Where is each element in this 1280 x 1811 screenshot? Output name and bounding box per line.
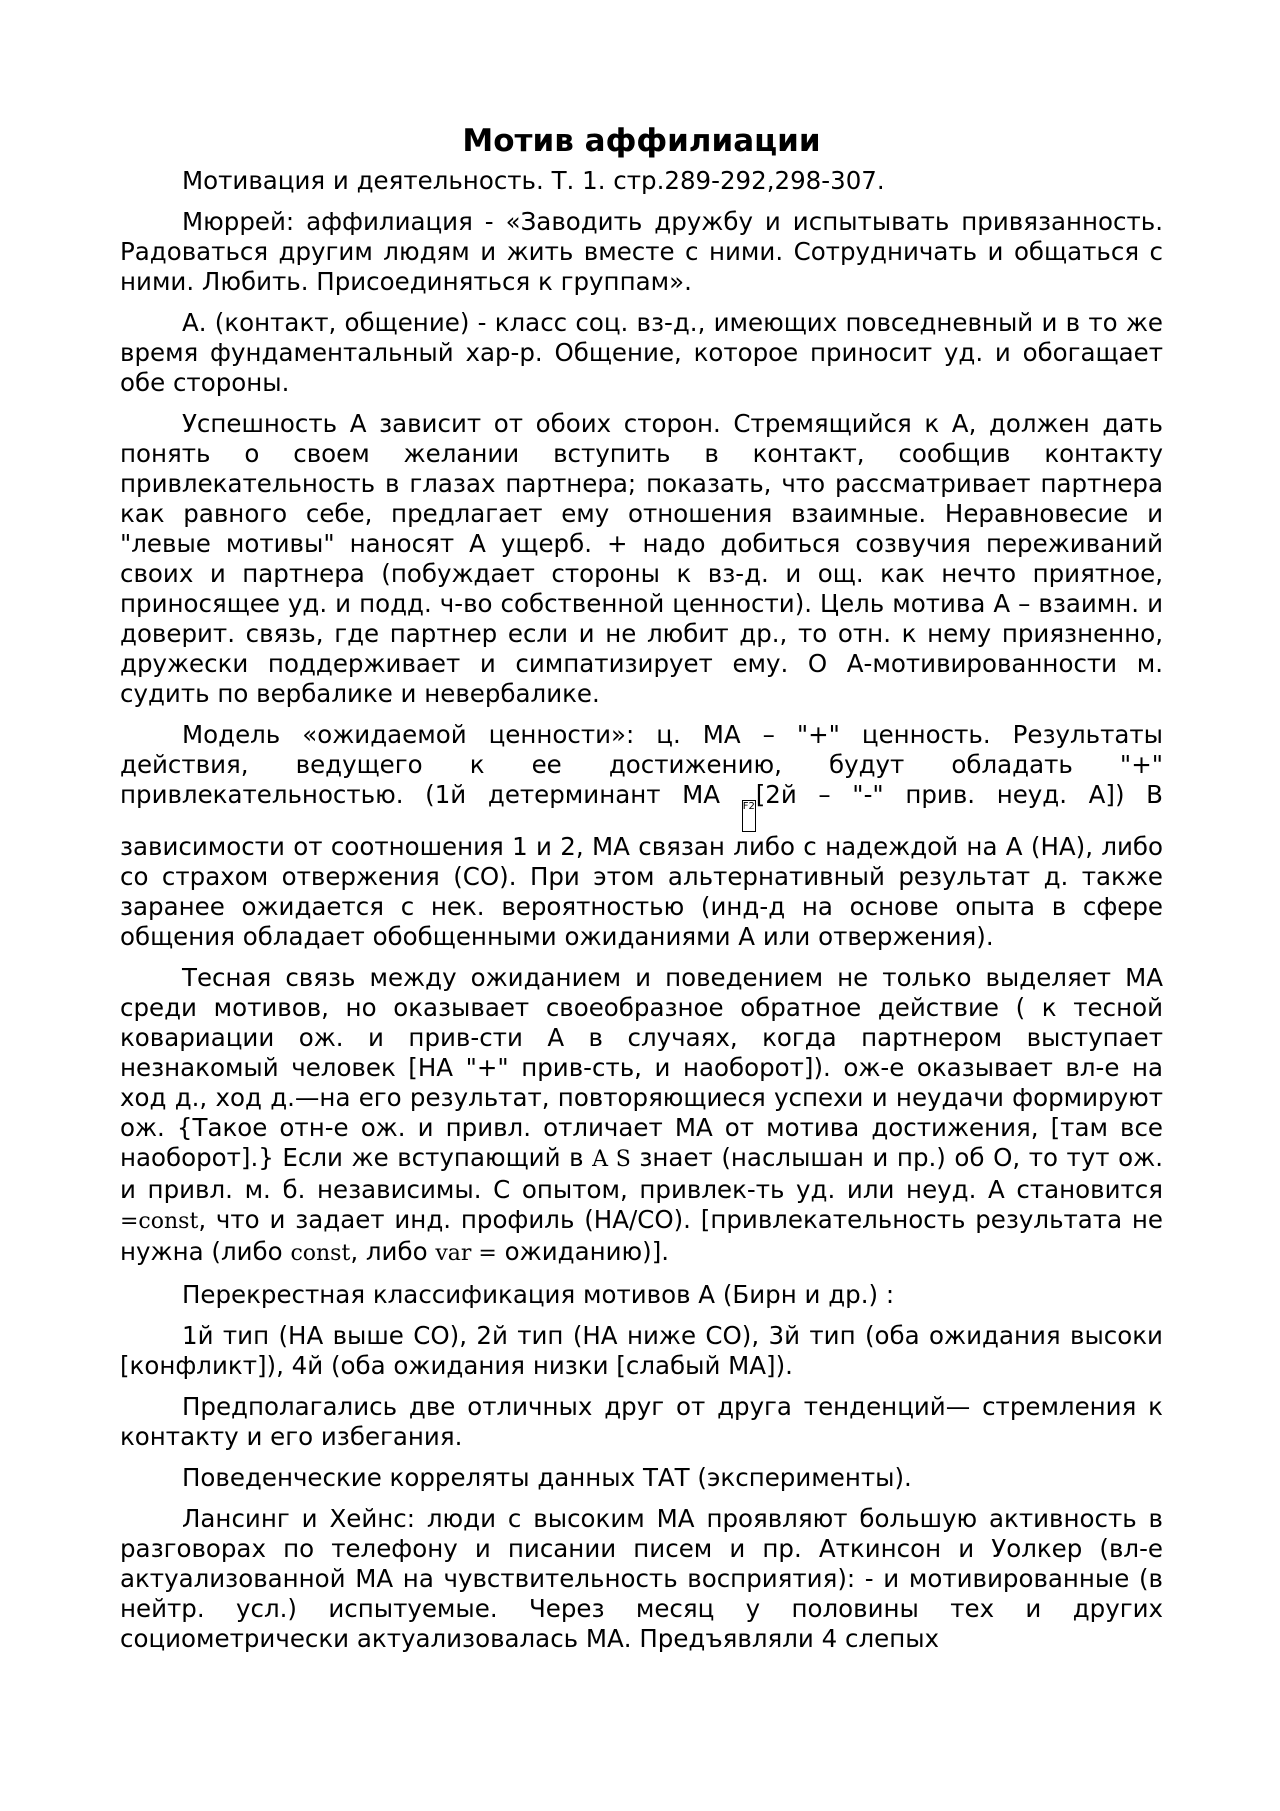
document-page bbox=[120, 118, 1163, 1665]
text-run: [2й – "-" прив. неуд. А]) В зависимости от соотношения 1 и 2, МА связан либо с надеждой на А (НА), либо со страхом отвержения (СО). При этом альтернативный результат д. также заранее ожидается с нек. вероятностью (инд-д на основе опыта в сфере общения обладает обобщенными ожиданиями А или отвержения). bbox=[120, 780, 1163, 951]
formula-text: =const bbox=[120, 1209, 199, 1234]
paragraph-experiments: Лансинг и Хейнс: люди с высоким МА проявляют большую активность в разговорах по телефону и писании писем и пр. Аткинсон и Уолкер (вл-е актуализованной МА на чувствительность восприятия): - и мотивированные (в нейтр. усл.) испытуемые. Через месяц у половины тех и других социометрически актуализовалась МА. Предъявляли 4 слепых bbox=[120, 1504, 1163, 1653]
text-run: , либо bbox=[350, 1237, 436, 1266]
text-run: знает (наслышан и пр.) об О, то тут ож. и привл. м. б. независимы. С опытом, привлек-ть уд. или неуд. А становится bbox=[120, 1143, 1163, 1204]
text-run: Тесная связь между ожиданием и поведением не только выделяет МА среди мотивов, но оказывает своеобразное обратное действие ( к тесной ковариации ож. и прив-сти А в случаях, когда партнером выступает незнакомый человек [НА "+" прив-сть, и наоборот]). ож-е оказывает вл-е на ход д., ход д.—на его результат, повторяющиеся успехи и неудачи формируют ож. {Такое отн-е ож. и привл. отличает МА от мотива достижения, [там все наоборот].} Если же вступающий в bbox=[120, 963, 1163, 1172]
paragraph-expected-value bbox=[120, 720, 1163, 952]
document-title: Мотив аффилиации bbox=[462, 123, 821, 159]
paragraph-tendencies: Предполагались две отличных друг от друга тенденций— стремления к контакту и его избегания. bbox=[120, 1392, 1163, 1451]
paragraph-definition: А. (контакт, общение) - класс соц. вз-д., имеющих повседневный и в то же время фундаментальный хар-р. Общение, которое приносит уд. и обогащает обе стороны. bbox=[120, 308, 1163, 397]
paragraph-correlates: Поведенческие корреляты данных ТАТ (эксперименты). bbox=[182, 1463, 912, 1492]
formula-box: F2 bbox=[742, 800, 756, 832]
formula-text: var = bbox=[435, 1241, 497, 1266]
text-run: ожиданию)]. bbox=[496, 1237, 670, 1266]
paragraph-success: Успешность А зависит от обоих сторон. Стремящийся к А, должен дать понять о своем желании вступить в контакт, сообщив контакту привлекательность в глазах партнера; показать, что рассматривает партнера как равного себе, предлагает ему отношения взаимные. Неравновесие и "левые мотивы" наносят А ущерб. + надо добиться созвучия переживаний своих и партнера (побуждает стороны к вз-д. и ощ. как нечто приятное, приносящее уд. и подд. ч-во собственной ценности). Цель мотива А – взаимн. и доверит. связь, где партнер если и не любит др., то отн. к нему приязненно, дружески поддерживает и симпатизирует ему. О А-мотивированности м. судить по вербалике и невербалике. bbox=[120, 409, 1163, 708]
paragraph-types: 1й тип (НА выше СО), 2й тип (НА ниже СО), 3й тип (оба ожидания высоки [конфликт]), 4й (оба ожидания низки [слабый МА]). bbox=[120, 1321, 1163, 1380]
text-run: , что и задает инд. профиль (НА/СО). [привлекательность результата не нужна (либо bbox=[120, 1205, 1163, 1266]
formula-text: A S bbox=[592, 1147, 631, 1172]
formula-text: const bbox=[290, 1241, 351, 1266]
text-run: Модель «ожидаемой ценности»: ц. МА – "+" ценность. Результаты действия, ведущего к ее достижению, будут обладать "+" привлекательностью. (1й детерминант МА bbox=[120, 720, 1163, 809]
paragraph-source: Мотивация и деятельность. Т. 1. стр.289-292,298-307. bbox=[182, 166, 885, 195]
paragraph-expectation bbox=[120, 963, 1163, 1269]
paragraph-classification: Перекрестная классификация мотивов А (Бирн и др.) : bbox=[182, 1280, 895, 1309]
paragraph-murray: Мюррей: аффилиация - «Заводить дружбу и испытывать привязанность. Радоваться другим людям и жить вместе с ними. Сотрудничать и общаться с ними. Любить. Присоединяться к группам». bbox=[120, 207, 1163, 296]
